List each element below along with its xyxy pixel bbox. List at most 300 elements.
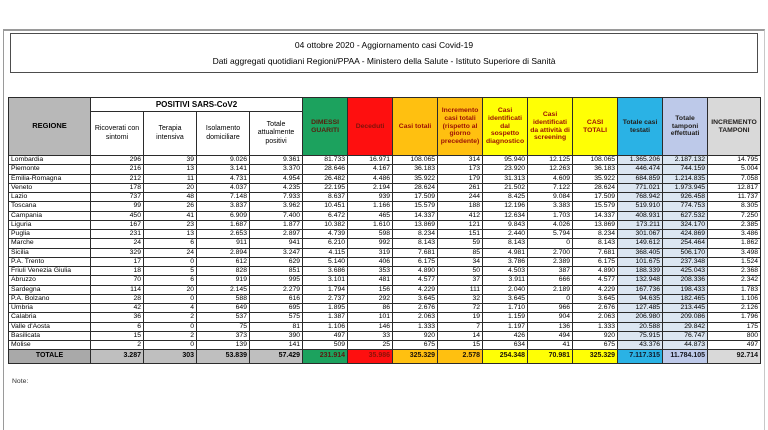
value-cell: 3.101	[303, 276, 348, 285]
value-cell: 12.817	[708, 183, 761, 192]
region-cell: Friuli Venezia Giulia	[9, 267, 91, 276]
value-cell: 4.890	[573, 267, 618, 276]
col-header-casi-totali-upper: CASI TOTALI	[573, 98, 618, 156]
value-cell: 178	[91, 183, 144, 192]
value-cell: 72	[438, 304, 483, 313]
value-cell: 167.736	[618, 285, 663, 294]
value-cell: 13	[144, 165, 197, 174]
value-cell: 575	[250, 313, 303, 322]
col-header-terapia-intensiva: Terapia intensiva	[144, 112, 197, 156]
table-total-row	[9, 350, 761, 364]
value-cell: 86	[348, 304, 393, 313]
value-cell: 7.400	[250, 211, 303, 220]
region-cell: Lazio	[9, 193, 91, 202]
value-cell: 32	[438, 294, 483, 303]
value-cell: 156	[348, 285, 393, 294]
value-cell: 3.686	[303, 267, 348, 276]
value-cell: 7	[438, 322, 483, 331]
value-cell: 85	[438, 248, 483, 257]
value-cell: 450	[91, 211, 144, 220]
value-cell: 149.612	[618, 239, 663, 248]
value-cell: 26.482	[303, 174, 348, 183]
value-cell: 141	[250, 341, 303, 350]
value-cell: 254.464	[663, 239, 708, 248]
value-cell: 2	[144, 331, 197, 340]
value-cell: 2.700	[528, 248, 573, 257]
table-row	[9, 239, 761, 248]
value-cell: 8.305	[708, 202, 761, 211]
value-cell: 7.681	[573, 248, 618, 257]
region-cell: Sicilia	[9, 248, 91, 257]
value-cell: 612	[197, 257, 250, 266]
region-cell: Puglia	[9, 230, 91, 239]
value-cell: 911	[197, 239, 250, 248]
value-cell: 10.382	[303, 220, 348, 229]
table-row	[9, 230, 761, 239]
value-cell: 237.348	[663, 257, 708, 266]
value-cell: 209.086	[663, 313, 708, 322]
table-row	[9, 313, 761, 322]
value-cell: 7.933	[250, 193, 303, 202]
value-cell: 14.337	[573, 211, 618, 220]
table-row	[9, 322, 761, 331]
value-cell: 9.026	[197, 156, 250, 165]
value-cell: 1.333	[573, 322, 618, 331]
table-row	[9, 276, 761, 285]
value-cell: 353	[348, 267, 393, 276]
value-cell: 5.140	[303, 257, 348, 266]
value-cell: 6.909	[197, 211, 250, 220]
value-cell: 325.329	[393, 350, 438, 364]
value-cell: 254.348	[483, 350, 528, 364]
value-cell: 1.106	[708, 294, 761, 303]
value-cell: 920	[393, 331, 438, 340]
value-cell: 132.948	[618, 276, 663, 285]
table-row	[9, 193, 761, 202]
value-cell: 1.796	[708, 313, 761, 322]
value-cell: 800	[708, 331, 761, 340]
table-row	[9, 174, 761, 183]
value-cell: 0	[144, 294, 197, 303]
value-cell: 481	[348, 276, 393, 285]
value-cell: 598	[348, 230, 393, 239]
value-cell: 2.897	[250, 230, 303, 239]
value-cell: 28	[91, 294, 144, 303]
table-row	[9, 257, 761, 266]
region-cell: Basilicata	[9, 331, 91, 340]
value-cell: 108.065	[573, 156, 618, 165]
value-cell: 22.195	[303, 183, 348, 192]
value-cell: 15	[438, 341, 483, 350]
value-cell: 121	[438, 220, 483, 229]
col-header-casi-testati: Totale casi testati	[618, 98, 663, 156]
value-cell: 4.890	[393, 267, 438, 276]
value-cell: 198.433	[663, 285, 708, 294]
value-cell: 1.166	[348, 202, 393, 211]
value-cell: 175	[708, 322, 761, 331]
value-cell: 7.250	[708, 211, 761, 220]
value-cell: 13	[144, 230, 197, 239]
value-cell: 1.387	[303, 313, 348, 322]
value-cell: 8.234	[573, 230, 618, 239]
value-cell: 23.920	[483, 165, 528, 174]
value-cell: 114	[91, 285, 144, 294]
value-cell: 408.931	[618, 211, 663, 220]
table-row	[9, 341, 761, 350]
value-cell: 36	[91, 313, 144, 322]
value-cell: 11.784.105	[663, 350, 708, 364]
value-cell: 15	[91, 331, 144, 340]
value-cell: 1.197	[483, 322, 528, 331]
value-cell: 425.043	[663, 267, 708, 276]
table-row	[9, 285, 761, 294]
value-cell: 2	[91, 341, 144, 350]
value-cell: 8.234	[393, 230, 438, 239]
table-row	[9, 331, 761, 340]
value-cell: 19	[438, 313, 483, 322]
value-cell: 6.210	[303, 239, 348, 248]
value-cell: 0	[528, 294, 573, 303]
value-cell: 3.383	[528, 202, 573, 211]
value-cell: 101.675	[618, 257, 663, 266]
value-cell: 39	[144, 156, 197, 165]
value-cell: 465	[348, 211, 393, 220]
value-cell: 5.794	[528, 230, 573, 239]
value-cell: 497	[303, 331, 348, 340]
value-cell: 216	[91, 165, 144, 174]
value-cell: 20.588	[618, 322, 663, 331]
value-cell: 81	[250, 322, 303, 331]
table-row	[9, 248, 761, 257]
value-cell: 0	[144, 322, 197, 331]
value-cell: 20	[144, 183, 197, 192]
value-cell: 173	[438, 165, 483, 174]
value-cell: 2.194	[348, 183, 393, 192]
value-cell: 904	[528, 313, 573, 322]
value-cell: 2.126	[708, 304, 761, 313]
value-cell: 4.577	[573, 276, 618, 285]
value-cell: 3.645	[393, 294, 438, 303]
value-cell: 2.342	[708, 276, 761, 285]
value-cell: 1.333	[393, 322, 438, 331]
col-header-isolamento: Isolamento domiciliare	[197, 112, 250, 156]
value-cell: 6.472	[303, 211, 348, 220]
value-cell: 3.287	[91, 350, 144, 364]
value-cell: 261	[438, 183, 483, 192]
region-cell: Toscana	[9, 202, 91, 211]
value-cell: 24	[144, 248, 197, 257]
value-cell: 634	[483, 341, 528, 350]
value-cell: 2.578	[438, 350, 483, 364]
region-cell: Abruzzo	[9, 276, 91, 285]
col-header-deceduti: Deceduti	[348, 98, 393, 156]
value-cell: 7.122	[528, 183, 573, 192]
value-cell: 771.021	[618, 183, 663, 192]
region-cell: Piemonte	[9, 165, 91, 174]
value-cell: 446.474	[618, 165, 663, 174]
value-cell: 6.175	[393, 257, 438, 266]
value-cell: 8.143	[393, 239, 438, 248]
value-cell: 17.509	[393, 193, 438, 202]
value-cell: 179	[438, 174, 483, 183]
region-cell: Valle d'Aosta	[9, 322, 91, 331]
value-cell: 15.579	[393, 202, 438, 211]
value-cell: 1.687	[197, 220, 250, 229]
value-cell: 4.229	[573, 285, 618, 294]
value-cell: 41	[528, 341, 573, 350]
value-cell: 1.159	[483, 313, 528, 322]
value-cell: 8.143	[483, 239, 528, 248]
value-cell: 2.440	[483, 230, 528, 239]
value-cell: 21.502	[483, 183, 528, 192]
value-cell: 12.196	[483, 202, 528, 211]
value-cell: 373	[197, 331, 250, 340]
page-subtitle: Dati aggregati quotidiani Regioni/PPAA - Ministero della Salute - Istituto Superiore di Sanità	[212, 56, 556, 66]
region-cell: Molise	[9, 341, 91, 350]
value-cell: 75.915	[618, 331, 663, 340]
region-cell: Calabria	[9, 313, 91, 322]
value-cell: 6.175	[573, 257, 618, 266]
value-cell: 36.183	[393, 165, 438, 174]
value-cell: 1.214.835	[663, 174, 708, 183]
value-cell: 4	[144, 304, 197, 313]
value-cell: 919	[197, 276, 250, 285]
value-cell: 9.361	[250, 156, 303, 165]
value-cell: 1.973.945	[663, 183, 708, 192]
value-cell: 12.634	[483, 211, 528, 220]
table-row	[9, 267, 761, 276]
region-cell: Liguria	[9, 220, 91, 229]
value-cell: 111	[438, 285, 483, 294]
table-row	[9, 183, 761, 192]
value-cell: 3.370	[250, 165, 303, 174]
value-cell: 59	[438, 239, 483, 248]
value-cell: 992	[348, 239, 393, 248]
value-cell: 43.376	[618, 341, 663, 350]
value-cell: 7.148	[197, 193, 250, 202]
value-cell: 3.962	[250, 202, 303, 211]
value-cell: 95.940	[483, 156, 528, 165]
value-cell: 616	[250, 294, 303, 303]
value-cell: 666	[528, 276, 573, 285]
value-cell: 368.405	[618, 248, 663, 257]
value-cell: 50	[438, 267, 483, 276]
value-cell: 24	[91, 239, 144, 248]
value-cell: 537	[197, 313, 250, 322]
value-cell: 303	[144, 350, 197, 364]
value-cell: 7.117.315	[618, 350, 663, 364]
value-cell: 6	[144, 276, 197, 285]
value-cell: 244	[438, 193, 483, 202]
value-cell: 319	[348, 248, 393, 257]
value-cell: 70.981	[528, 350, 573, 364]
value-cell: 15.579	[573, 202, 618, 211]
value-cell: 10.451	[303, 202, 348, 211]
region-cell: TOTALE	[9, 350, 91, 364]
value-cell: 33	[348, 331, 393, 340]
value-cell: 70	[91, 276, 144, 285]
value-cell: 4.981	[483, 248, 528, 257]
value-cell: 11	[144, 174, 197, 183]
value-cell: 629	[250, 257, 303, 266]
value-cell: 2.145	[197, 285, 250, 294]
value-cell: 4.503	[483, 267, 528, 276]
page-title: 04 ottobre 2020 - Aggiornamento casi Covid-19	[294, 40, 474, 50]
value-cell: 231.914	[303, 350, 348, 364]
value-cell: 188	[438, 202, 483, 211]
value-cell: 387	[528, 267, 573, 276]
table-row	[9, 165, 761, 174]
value-cell: 31.313	[483, 174, 528, 183]
value-cell: 206.980	[618, 313, 663, 322]
value-cell: 139	[197, 341, 250, 350]
value-cell: 167	[91, 220, 144, 229]
value-cell: 25	[348, 341, 393, 350]
value-cell: 851	[250, 267, 303, 276]
value-cell: 995	[250, 276, 303, 285]
value-cell: 744.159	[663, 165, 708, 174]
value-cell: 509	[303, 341, 348, 350]
col-header-incremento-tamponi: INCREMENTO TAMPONI	[708, 98, 761, 156]
value-cell: 649	[197, 304, 250, 313]
value-cell: 939	[348, 193, 393, 202]
value-cell: 13.869	[573, 220, 618, 229]
value-cell: 12.263	[528, 165, 573, 174]
value-cell: 29.842	[663, 322, 708, 331]
value-cell: 1.365.206	[618, 156, 663, 165]
value-cell: 675	[573, 341, 618, 350]
value-cell: 2.040	[483, 285, 528, 294]
value-cell: 329	[91, 248, 144, 257]
value-cell: 188.339	[618, 267, 663, 276]
value-cell: 8.143	[573, 239, 618, 248]
value-cell: 8.425	[483, 193, 528, 202]
value-cell: 1.794	[303, 285, 348, 294]
value-cell: 18	[91, 267, 144, 276]
value-cell: 497	[708, 341, 761, 350]
value-cell: 36.183	[573, 165, 618, 174]
value-cell: 20	[144, 285, 197, 294]
value-cell: 314	[438, 156, 483, 165]
value-cell: 966	[528, 304, 573, 313]
value-cell: 1.106	[303, 322, 348, 331]
value-cell: 92.714	[708, 350, 761, 364]
value-cell: 926.458	[663, 193, 708, 202]
col-header-incremento-casi: Incremento casi totali (rispetto al giorno precedente)	[438, 98, 483, 156]
value-cell: 35.922	[393, 174, 438, 183]
value-cell: 151	[438, 230, 483, 239]
region-cell: P.A. Trento	[9, 257, 91, 266]
value-cell: 4.739	[303, 230, 348, 239]
value-cell: 35.922	[573, 174, 618, 183]
value-cell: 1.783	[708, 285, 761, 294]
value-cell: 26	[144, 202, 197, 211]
region-cell: Marche	[9, 239, 91, 248]
value-cell: 1.524	[708, 257, 761, 266]
value-cell: 5.004	[708, 165, 761, 174]
table-row	[9, 211, 761, 220]
value-cell: 774.753	[663, 202, 708, 211]
col-header-tamponi: Totale tamponi effettuati	[663, 98, 708, 156]
value-cell: 23	[144, 220, 197, 229]
value-cell: 57.429	[250, 350, 303, 364]
value-cell: 426	[483, 331, 528, 340]
value-cell: 4.486	[348, 174, 393, 183]
value-cell: 146	[348, 322, 393, 331]
value-cell: 76.747	[663, 331, 708, 340]
value-cell: 9.843	[483, 220, 528, 229]
value-cell: 390	[250, 331, 303, 340]
value-cell: 519.910	[618, 202, 663, 211]
value-cell: 2.063	[573, 313, 618, 322]
region-cell: Emilia-Romagna	[9, 174, 91, 183]
value-cell: 0	[144, 341, 197, 350]
value-cell: 17.509	[573, 193, 618, 202]
value-cell: 28.624	[573, 183, 618, 192]
value-cell: 768.942	[618, 193, 663, 202]
value-cell: 14.795	[708, 156, 761, 165]
col-header-sospetto-diagnostico: Casi identificati dal sospetto diagnostico	[483, 98, 528, 156]
value-cell: 2.368	[708, 267, 761, 276]
value-cell: 48	[144, 193, 197, 202]
table-row	[9, 294, 761, 303]
value-cell: 3.645	[483, 294, 528, 303]
col-header-ricoverati: Ricoverati con sintomi	[91, 112, 144, 156]
value-cell: 941	[250, 239, 303, 248]
value-cell: 695	[250, 304, 303, 313]
value-cell: 99	[91, 202, 144, 211]
value-cell: 12.125	[528, 156, 573, 165]
value-cell: 324.170	[663, 220, 708, 229]
value-cell: 17	[91, 257, 144, 266]
value-cell: 231	[91, 230, 144, 239]
value-cell: 7.681	[393, 248, 438, 257]
value-cell: 4.954	[250, 174, 303, 183]
value-cell: 1.703	[528, 211, 573, 220]
value-cell: 4.167	[348, 165, 393, 174]
value-cell: 37	[438, 276, 483, 285]
value-cell: 494	[528, 331, 573, 340]
value-cell: 7.058	[708, 174, 761, 183]
value-cell: 53.839	[197, 350, 250, 364]
note-label: Note:	[12, 378, 29, 385]
value-cell: 136	[528, 322, 573, 331]
table-row	[9, 220, 761, 229]
value-cell: 5	[144, 267, 197, 276]
value-cell: 1.862	[708, 239, 761, 248]
value-cell: 2.189	[528, 285, 573, 294]
value-cell: 4.026	[528, 220, 573, 229]
col-header-screening: Casi identificati da attività di screening	[528, 98, 573, 156]
value-cell: 2.676	[393, 304, 438, 313]
value-cell: 9.084	[528, 193, 573, 202]
region-cell: Sardegna	[9, 285, 91, 294]
value-cell: 627.532	[663, 211, 708, 220]
value-cell: 4.609	[528, 174, 573, 183]
value-cell: 75	[197, 322, 250, 331]
value-cell: 3.141	[197, 165, 250, 174]
value-cell: 44.873	[663, 341, 708, 350]
value-cell: 2.737	[303, 294, 348, 303]
value-cell: 3.837	[197, 202, 250, 211]
value-cell: 4.235	[250, 183, 303, 192]
value-cell: 6	[144, 239, 197, 248]
value-cell: 2.676	[573, 304, 618, 313]
value-cell: 0	[528, 239, 573, 248]
value-cell: 325.329	[573, 350, 618, 364]
value-cell: 14	[438, 331, 483, 340]
region-cell: P.A. Bolzano	[9, 294, 91, 303]
